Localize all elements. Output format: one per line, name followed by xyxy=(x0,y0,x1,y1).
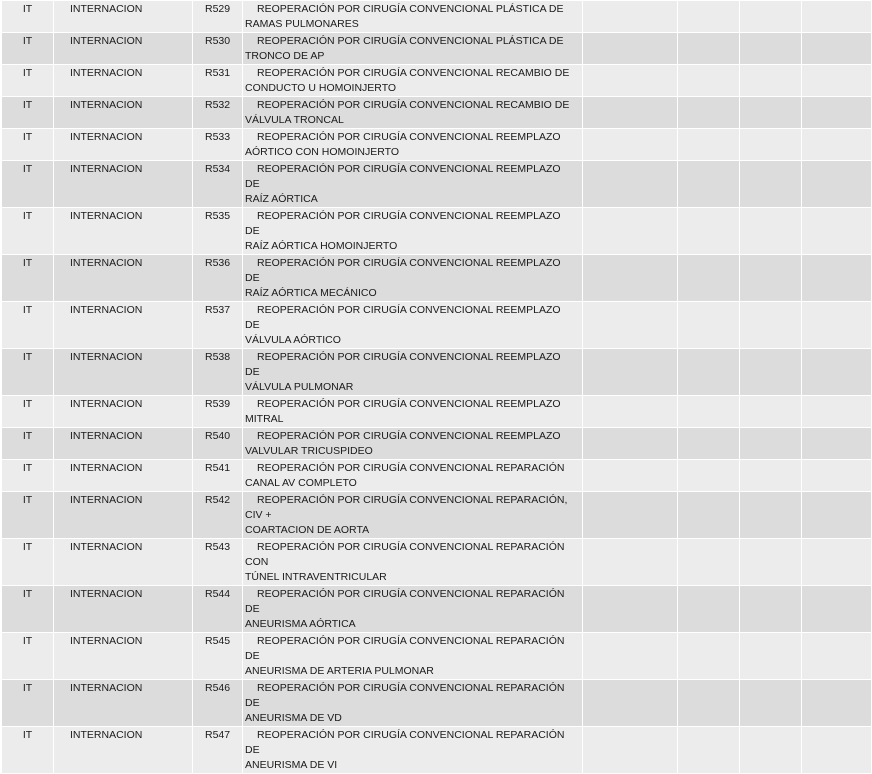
description-line-1: REOPERACIÓN POR CIRUGÍA CONVENCIONAL RECAMBIO DE xyxy=(257,99,570,111)
description-line-1: REOPERACIÓN POR CIRUGÍA CONVENCIONAL REPARACIÓN xyxy=(257,462,565,474)
code-cell: R538 xyxy=(193,349,243,396)
empty-cell xyxy=(583,1,678,33)
description-cell xyxy=(243,349,583,396)
table-row xyxy=(2,396,872,428)
empty-cell xyxy=(678,586,740,633)
description-cell xyxy=(243,1,583,33)
empty-cell xyxy=(583,302,678,349)
empty-cell xyxy=(740,428,802,460)
description-line-2: RAÍZ AÓRTICA xyxy=(245,193,318,205)
type-cell: IT xyxy=(2,727,54,774)
code-cell: R547 xyxy=(193,727,243,774)
empty-cell xyxy=(802,349,872,396)
empty-cell xyxy=(678,680,740,727)
description-line-1: REOPERACIÓN POR CIRUGÍA CONVENCIONAL REPARACIÓN, CIV + xyxy=(245,494,568,521)
table-row xyxy=(2,255,872,302)
area-cell: INTERNACION xyxy=(54,727,193,774)
description-line-2: VÁLVULA TRONCAL xyxy=(245,114,344,126)
code-cell: R531 xyxy=(193,65,243,97)
empty-cell xyxy=(802,33,872,65)
description-line-1: REOPERACIÓN POR CIRUGÍA CONVENCIONAL REPARACIÓN DE xyxy=(245,729,565,756)
table-row xyxy=(2,33,872,65)
type-cell: IT xyxy=(2,396,54,428)
table-row xyxy=(2,727,872,774)
table-row xyxy=(2,129,872,161)
table-row xyxy=(2,633,872,680)
description-cell xyxy=(243,680,583,727)
description-cell xyxy=(243,129,583,161)
description-line-2: CANAL AV COMPLETO xyxy=(245,477,357,489)
description-line-1: REOPERACIÓN POR CIRUGÍA CONVENCIONAL REPARACIÓN DE xyxy=(245,588,565,615)
empty-cell xyxy=(740,460,802,492)
empty-cell xyxy=(583,727,678,774)
area-cell: INTERNACION xyxy=(54,1,193,33)
type-cell: IT xyxy=(2,65,54,97)
description-cell xyxy=(243,97,583,129)
procedures-table xyxy=(1,0,872,774)
area-cell: INTERNACION xyxy=(54,492,193,539)
empty-cell xyxy=(802,396,872,428)
code-cell: R532 xyxy=(193,97,243,129)
description-line-2: VÁLVULA AÓRTICO xyxy=(245,334,341,346)
empty-cell xyxy=(678,349,740,396)
type-cell: IT xyxy=(2,208,54,255)
empty-cell xyxy=(802,539,872,586)
empty-cell xyxy=(678,161,740,208)
code-cell: R536 xyxy=(193,255,243,302)
code-cell: R545 xyxy=(193,633,243,680)
area-cell: INTERNACION xyxy=(54,633,193,680)
empty-cell xyxy=(678,1,740,33)
area-cell: INTERNACION xyxy=(54,460,193,492)
empty-cell xyxy=(583,161,678,208)
table-row xyxy=(2,1,872,33)
description-cell xyxy=(243,208,583,255)
description-line-2: TRONCO DE AP xyxy=(245,50,325,62)
empty-cell xyxy=(740,633,802,680)
empty-cell xyxy=(802,428,872,460)
description-line-2: VÁLVULA PULMONAR xyxy=(245,381,354,393)
description-cell xyxy=(243,65,583,97)
description-line-1: REOPERACIÓN POR CIRUGÍA CONVENCIONAL REEMPLAZO xyxy=(257,430,561,442)
type-cell: IT xyxy=(2,460,54,492)
empty-cell xyxy=(678,633,740,680)
area-cell: INTERNACION xyxy=(54,129,193,161)
table-row xyxy=(2,349,872,396)
area-cell: INTERNACION xyxy=(54,161,193,208)
empty-cell xyxy=(583,349,678,396)
type-cell: IT xyxy=(2,492,54,539)
description-line-1: REOPERACIÓN POR CIRUGÍA CONVENCIONAL RECAMBIO DE xyxy=(257,67,570,79)
empty-cell xyxy=(678,129,740,161)
description-cell xyxy=(243,255,583,302)
area-cell: INTERNACION xyxy=(54,255,193,302)
empty-cell xyxy=(678,460,740,492)
empty-cell xyxy=(802,460,872,492)
type-cell: IT xyxy=(2,586,54,633)
empty-cell xyxy=(583,633,678,680)
table-body xyxy=(2,1,872,774)
code-cell: R543 xyxy=(193,539,243,586)
area-cell: INTERNACION xyxy=(54,65,193,97)
type-cell: IT xyxy=(2,302,54,349)
code-cell: R529 xyxy=(193,1,243,33)
area-cell: INTERNACION xyxy=(54,97,193,129)
type-cell: IT xyxy=(2,97,54,129)
description-cell xyxy=(243,586,583,633)
description-line-1: REOPERACIÓN POR CIRUGÍA CONVENCIONAL REEMPLAZO DE xyxy=(245,304,561,331)
empty-cell xyxy=(802,1,872,33)
area-cell: INTERNACION xyxy=(54,680,193,727)
description-line-2: TÚNEL INTRAVENTRICULAR xyxy=(245,571,387,583)
empty-cell xyxy=(802,208,872,255)
empty-cell xyxy=(583,97,678,129)
empty-cell xyxy=(678,97,740,129)
empty-cell xyxy=(583,586,678,633)
empty-cell xyxy=(802,97,872,129)
empty-cell xyxy=(802,129,872,161)
code-cell: R546 xyxy=(193,680,243,727)
empty-cell xyxy=(740,302,802,349)
description-line-2: ANEURISMA DE VD xyxy=(245,712,342,724)
empty-cell xyxy=(802,727,872,774)
table-row xyxy=(2,65,872,97)
description-line-2: COARTACION DE AORTA xyxy=(245,524,370,536)
description-cell xyxy=(243,633,583,680)
description-line-2: RAMAS PULMONARES xyxy=(245,18,359,30)
empty-cell xyxy=(678,727,740,774)
description-cell xyxy=(243,161,583,208)
empty-cell xyxy=(678,396,740,428)
code-cell: R530 xyxy=(193,33,243,65)
empty-cell xyxy=(740,727,802,774)
type-cell: IT xyxy=(2,428,54,460)
description-line-1: REOPERACIÓN POR CIRUGÍA CONVENCIONAL REEMPLAZO DE xyxy=(245,210,561,237)
description-line-1: REOPERACIÓN POR CIRUGÍA CONVENCIONAL REPARACIÓN DE xyxy=(245,635,565,662)
empty-cell xyxy=(740,161,802,208)
empty-cell xyxy=(802,302,872,349)
empty-cell xyxy=(802,161,872,208)
description-cell xyxy=(243,428,583,460)
type-cell: IT xyxy=(2,680,54,727)
code-cell: R535 xyxy=(193,208,243,255)
description-line-2: MITRAL xyxy=(245,413,284,425)
description-line-1: REOPERACIÓN POR CIRUGÍA CONVENCIONAL REPARACIÓN DE xyxy=(245,682,565,709)
description-line-2: ANEURISMA DE ARTERIA PULMONAR xyxy=(245,665,434,677)
type-cell: IT xyxy=(2,539,54,586)
empty-cell xyxy=(678,492,740,539)
code-cell: R544 xyxy=(193,586,243,633)
empty-cell xyxy=(583,33,678,65)
empty-cell xyxy=(583,680,678,727)
empty-cell xyxy=(583,255,678,302)
description-cell xyxy=(243,727,583,774)
description-cell xyxy=(243,33,583,65)
empty-cell xyxy=(678,255,740,302)
type-cell: IT xyxy=(2,129,54,161)
description-line-2: AÓRTICO CON HOMOINJERTO xyxy=(245,146,400,158)
code-cell: R537 xyxy=(193,302,243,349)
empty-cell xyxy=(583,208,678,255)
description-line-2: CONDUCTO U HOMOINJERTO xyxy=(245,82,397,94)
empty-cell xyxy=(583,396,678,428)
empty-cell xyxy=(740,396,802,428)
empty-cell xyxy=(802,633,872,680)
table-row xyxy=(2,208,872,255)
table-row xyxy=(2,539,872,586)
description-line-1: REOPERACIÓN POR CIRUGÍA CONVENCIONAL PLÁSTICA DE xyxy=(257,3,564,15)
code-cell: R541 xyxy=(193,460,243,492)
table-row xyxy=(2,680,872,727)
table-row xyxy=(2,97,872,129)
description-line-1: REOPERACIÓN POR CIRUGÍA CONVENCIONAL REEMPLAZO DE xyxy=(245,351,561,378)
empty-cell xyxy=(740,586,802,633)
empty-cell xyxy=(583,460,678,492)
empty-cell xyxy=(740,65,802,97)
code-cell: R539 xyxy=(193,396,243,428)
table-row xyxy=(2,428,872,460)
table-row xyxy=(2,161,872,208)
empty-cell xyxy=(678,428,740,460)
empty-cell xyxy=(740,255,802,302)
empty-cell xyxy=(583,65,678,97)
area-cell: INTERNACION xyxy=(54,428,193,460)
empty-cell xyxy=(802,65,872,97)
table-row xyxy=(2,460,872,492)
description-line-2: RAÍZ AÓRTICA MECÁNICO xyxy=(245,287,377,299)
type-cell: IT xyxy=(2,1,54,33)
empty-cell xyxy=(802,680,872,727)
empty-cell xyxy=(802,492,872,539)
empty-cell xyxy=(583,428,678,460)
empty-cell xyxy=(678,33,740,65)
empty-cell xyxy=(740,539,802,586)
description-line-1: REOPERACIÓN POR CIRUGÍA CONVENCIONAL REEMPLAZO DE xyxy=(245,163,561,190)
empty-cell xyxy=(740,97,802,129)
empty-cell xyxy=(583,492,678,539)
description-line-1: REOPERACIÓN POR CIRUGÍA CONVENCIONAL PLÁSTICA DE xyxy=(257,35,564,47)
description-cell xyxy=(243,539,583,586)
empty-cell xyxy=(678,208,740,255)
table-row xyxy=(2,492,872,539)
area-cell: INTERNACION xyxy=(54,349,193,396)
empty-cell xyxy=(740,1,802,33)
empty-cell xyxy=(678,65,740,97)
type-cell: IT xyxy=(2,633,54,680)
code-cell: R534 xyxy=(193,161,243,208)
empty-cell xyxy=(802,255,872,302)
description-line-2: VALVULAR TRICUSPIDEO xyxy=(245,445,373,457)
table-row xyxy=(2,586,872,633)
description-line-1: REOPERACIÓN POR CIRUGÍA CONVENCIONAL REPARACIÓN CON xyxy=(245,541,565,568)
description-cell xyxy=(243,460,583,492)
description-cell xyxy=(243,302,583,349)
description-line-2: ANEURISMA AÓRTICA xyxy=(245,618,356,630)
area-cell: INTERNACION xyxy=(54,586,193,633)
description-line-1: REOPERACIÓN POR CIRUGÍA CONVENCIONAL REEMPLAZO xyxy=(257,131,561,143)
area-cell: INTERNACION xyxy=(54,396,193,428)
description-cell xyxy=(243,396,583,428)
description-line-2: ANEURISMA DE VI xyxy=(245,759,338,771)
code-cell: R540 xyxy=(193,428,243,460)
description-cell xyxy=(243,492,583,539)
empty-cell xyxy=(740,349,802,396)
area-cell: INTERNACION xyxy=(54,302,193,349)
area-cell: INTERNACION xyxy=(54,539,193,586)
empty-cell xyxy=(740,492,802,539)
empty-cell xyxy=(802,586,872,633)
empty-cell xyxy=(740,33,802,65)
table-row xyxy=(2,302,872,349)
description-line-1: REOPERACIÓN POR CIRUGÍA CONVENCIONAL REEMPLAZO xyxy=(257,398,561,410)
description-line-2: RAÍZ AÓRTICA HOMOINJERTO xyxy=(245,240,398,252)
code-cell: R542 xyxy=(193,492,243,539)
area-cell: INTERNACION xyxy=(54,208,193,255)
code-cell: R533 xyxy=(193,129,243,161)
empty-cell xyxy=(583,539,678,586)
empty-cell xyxy=(583,129,678,161)
empty-cell xyxy=(740,680,802,727)
type-cell: IT xyxy=(2,255,54,302)
empty-cell xyxy=(678,539,740,586)
type-cell: IT xyxy=(2,349,54,396)
empty-cell xyxy=(678,302,740,349)
empty-cell xyxy=(740,129,802,161)
type-cell: IT xyxy=(2,33,54,65)
type-cell: IT xyxy=(2,161,54,208)
area-cell: INTERNACION xyxy=(54,33,193,65)
empty-cell xyxy=(740,208,802,255)
description-line-1: REOPERACIÓN POR CIRUGÍA CONVENCIONAL REEMPLAZO DE xyxy=(245,257,561,284)
